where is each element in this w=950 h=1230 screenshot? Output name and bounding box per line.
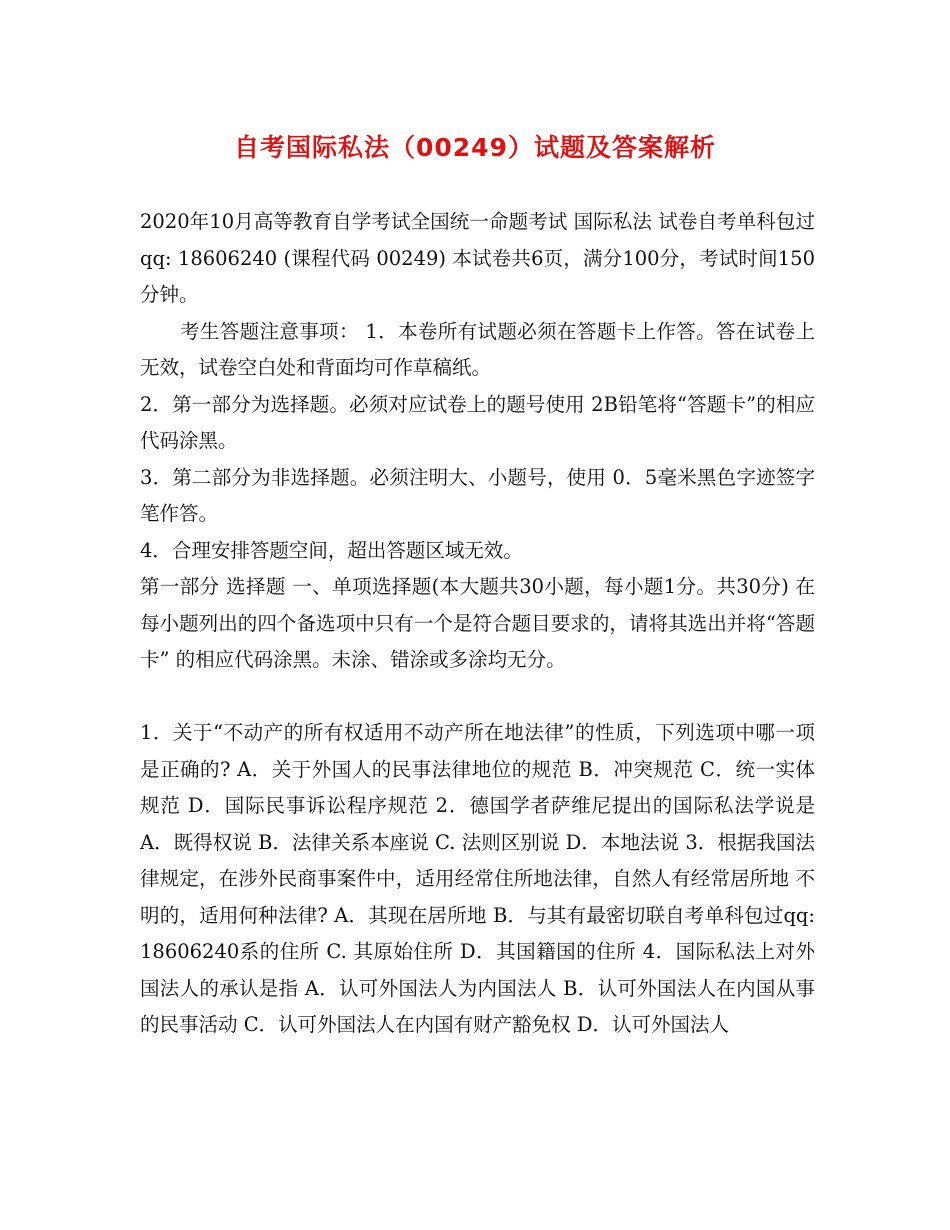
instruction-item-4: 4．合理安排答题空间，超出答题区域无效。 <box>140 538 523 562</box>
paragraph-gap <box>140 679 815 716</box>
section-heading-paragraph: 第一部分 选择题 一、单项选择题(本大题共30小题，每小题1分。共30分) 在每小题列出的四个备选项中只有一个是符合题目要求的，请将其选出并将“答题卡” 的相应代码涂黑。未涂、错涂或多涂均无分。 <box>140 575 815 671</box>
instruction-item-3: 3．第二部分为非选择题。必须注明大、小题号，使用 0．5毫米黑色字迹签字笔作答。 <box>140 465 815 525</box>
document-title: 自考国际私法（00249）试题及答案解析 <box>234 133 716 162</box>
exam-intro-paragraph: 2020年10月高等教育自学考试全国统一命题考试 国际私法 试卷自考单科包过qq: 18606240 (课程代码 00249) 本试卷共6页，满分100分，考试时间150分钟。 <box>140 210 815 306</box>
instructions-paragraph: 考生答题注意事项： 1．本卷所有试题必须在答题卡上作答。答在试卷上无效，试卷空白处和背面均可作草稿纸。 <box>140 319 815 379</box>
document-body <box>140 204 815 1044</box>
questions-paragraph: 1．关于“不动产的所有权适用不动产所在地法律”的性质，下列选项中哪一项是正确的? A．关于外国人的民事法律地位的规范 B．冲突规范 C．统一实体规范 D．国际民事诉讼程序规范 2．德国学者萨维尼提出的国际私法学说是 A．既得权说 B．法律关系本座说 C. 法则区别说 D．本地法说 3．根据我国法律规定，在涉外民商事案件中，适用经常住所地法律，自然人有经常居所地 不明的，适用何种法律? A．其现在居所地 B．与其有最密切联自考单科包过qq: 18606240系的住所 C. 其原始住所 D．其国籍国的住所 4．国际私法上对外国法人的承认是指 A．认可外国法人为内国法人 B．认可外国法人在内国从事的民事活动 C．认可外国法人在内国有财产豁免权 D．认可外国法人 <box>140 721 815 1036</box>
instruction-item-2: 2．第一部分为选择题。必须对应试卷上的题号使用 2B铅笔将“答题卡”的相应代码涂黑。 <box>140 392 815 452</box>
